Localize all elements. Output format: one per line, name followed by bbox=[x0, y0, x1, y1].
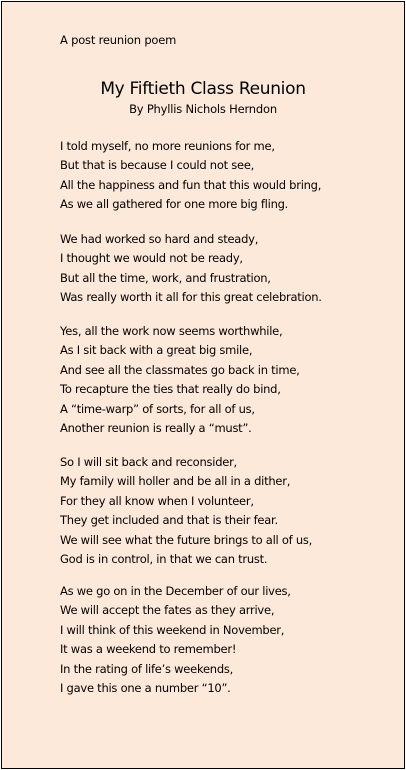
stanza-3 bbox=[60, 322, 300, 438]
poem-line: Yes, all the work now seems worthwhile, bbox=[60, 324, 283, 338]
poem-line: As we go on in the December of our lives, bbox=[60, 584, 291, 598]
poem-line: I thought we would not be ready, bbox=[60, 251, 243, 266]
poem-line: I gave this one a number “10”. bbox=[60, 680, 231, 695]
poem-card bbox=[1, 1, 405, 769]
poem-line: But all the time, work, and frustration, bbox=[60, 270, 271, 285]
stanza-1 bbox=[60, 137, 321, 215]
poem-line: God is in control, in that we can trust. bbox=[60, 551, 268, 566]
poem-title: My Fiftieth Class Reunion bbox=[100, 79, 306, 99]
poem-line: I told myself, no more reunions for me, bbox=[60, 139, 275, 153]
poem-line: As we all gathered for one more big fling. bbox=[60, 197, 289, 212]
poem-line: We had worked so hard and steady, bbox=[60, 232, 259, 246]
stanza-2 bbox=[60, 230, 322, 308]
stanza-4 bbox=[60, 453, 312, 569]
intro-text: A post reunion poem bbox=[60, 33, 177, 47]
poem-line: Was really worth it all for this great celebration. bbox=[60, 290, 322, 305]
poem-line: So I will sit back and reconsider, bbox=[60, 455, 237, 469]
poem-line: A “time-warp” of sorts, for all of us, bbox=[60, 401, 255, 416]
stanza-5 bbox=[60, 582, 291, 698]
poem-line: To recapture the ties that really do bind, bbox=[60, 382, 281, 397]
poem-line: I will think of this weekend in November, bbox=[60, 622, 285, 637]
poem-line: We will see what the future brings to all of us, bbox=[60, 532, 313, 547]
poem-line: All the happiness and fun that this would bring, bbox=[60, 177, 322, 192]
poem-line: But that is because I could not see, bbox=[60, 158, 255, 173]
poem-author: By Phyllis Nichols Herndon bbox=[129, 102, 277, 116]
poem-line: It was a weekend to remember! bbox=[60, 642, 237, 657]
poem-line: We will accept the fates as they arrive, bbox=[60, 603, 275, 618]
poem-line: In the rating of life’s weekends, bbox=[60, 661, 234, 676]
poem-line: They get included and that is their fear. bbox=[60, 513, 278, 528]
poem-line: Another reunion is really a “must”. bbox=[60, 420, 252, 435]
poem-line: And see all the classmates go back in time, bbox=[60, 362, 300, 377]
poem-line: As I sit back with a great big smile, bbox=[60, 343, 253, 358]
poem-line: My family will holler and be all in a dither, bbox=[60, 474, 291, 489]
poem-line: For they all know when I volunteer, bbox=[60, 493, 254, 508]
